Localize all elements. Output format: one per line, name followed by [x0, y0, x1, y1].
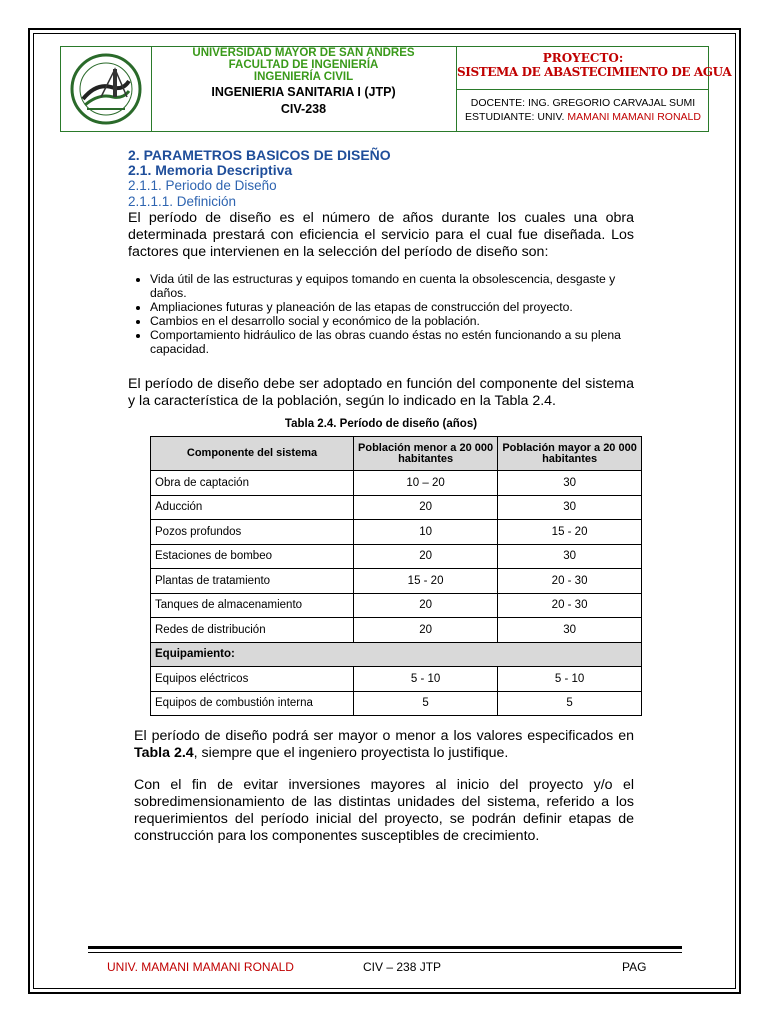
table-row [151, 593, 642, 618]
main-content [128, 147, 637, 845]
table-cell: 20 - 30 [498, 593, 642, 618]
university-name: UNIVERSIDAD MAYOR DE SAN ANDRES [192, 47, 415, 59]
table-section-row [151, 642, 642, 667]
subsection-heading: 2.1. Memoria Descriptiva [128, 162, 293, 178]
table-header-cell: Componente del sistema [151, 437, 354, 471]
footer-author: UNIV. MAMANI MAMANI RONALD [107, 960, 294, 974]
table-cell: Plantas de tratamiento [151, 569, 354, 594]
stages-paragraph: Con el fin de evitar inversiones mayores al inicio del proyecto y/o el sobredimensionamiento de las distintas unidades del sistema, referido a los requerimientos del período inicial del proyecto, se podrán definir etapas de construcción para los componentes susceptibles de crecimiento. [134, 777, 634, 844]
table-row [151, 520, 642, 545]
university-logo [61, 47, 152, 131]
table-cell: 20 [354, 544, 498, 569]
footer-rule-thin [88, 952, 682, 953]
footer-page: PAG [622, 960, 647, 974]
design-period-table [150, 436, 642, 716]
header-institution [151, 47, 457, 131]
table-cell: 10 [354, 520, 498, 545]
table-cell: 5 - 10 [354, 667, 498, 692]
table-cell: Redes de distribución [151, 618, 354, 643]
table-cell: 30 [498, 618, 642, 643]
table-header-cell: Población menor a 20 000 habitantes [354, 437, 498, 471]
factor-list [128, 272, 634, 356]
page-header [60, 46, 732, 132]
table-row [151, 569, 642, 594]
list-item: • Comportamiento hidráulico de las obras cuando éstas no estén funcionando a su plena capacidad. [150, 328, 634, 356]
table-row [151, 691, 642, 716]
student-line [457, 110, 709, 124]
subsubsection-heading: 2.1.1. Periodo de Diseño [128, 178, 277, 193]
table-cell: Equipos eléctricos [151, 667, 354, 692]
table-cell: Equipos de combustión interna [151, 691, 354, 716]
table-cell: 15 - 20 [498, 520, 642, 545]
definition-heading: 2.1.1.1. Definición [128, 194, 237, 209]
teacher-label: DOCENTE: ING. GREGORIO CARVAJAL SUMI [470, 97, 696, 109]
intro-paragraph: El período de diseño es el número de años durante los cuales una obra determinada prestará con eficiencia el servicio para el cual fue diseñada. Los factores que intervienen en la selección del período de diseño son: [128, 210, 634, 260]
table-cell: 30 [498, 495, 642, 520]
faculty-name: FACULTAD DE INGENIERÍA [228, 59, 379, 71]
table-cell: 5 [354, 691, 498, 716]
header-project [457, 47, 732, 131]
table-reference-paragraph: El período de diseño debe ser adoptado en función del componente del sistema y la característica de la población, según lo indicado en la Tabla 2.4. [128, 376, 634, 409]
footer-rule-thick [88, 946, 682, 949]
table-cell: Pozos profundos [151, 520, 354, 545]
project-name: SISTEMA DE ABASTECIMIENTO DE AGUA [457, 65, 732, 79]
student-label: ESTUDIANTE: UNIV. [465, 111, 565, 123]
list-item: • Cambios en el desarrollo social y económico de la población. [150, 314, 634, 328]
table-header-row [151, 437, 642, 471]
footer-course: CIV – 238 JTP [363, 960, 442, 974]
table-cell: 20 [354, 593, 498, 618]
table-cell: 10 – 20 [354, 471, 498, 496]
table-cell: Aducción [151, 495, 354, 520]
list-item: • Ampliaciones futuras y planeación de las etapas de construcción del proyecto. [150, 300, 634, 314]
table-cell: 30 [498, 544, 642, 569]
section-heading: 2. PARAMETROS BASICOS DE DISEÑO [128, 147, 391, 163]
table-cell: Obra de captación [151, 471, 354, 496]
table-cell: 15 - 20 [354, 569, 498, 594]
table-header-cell: Población mayor a 20 000 habitantes [498, 437, 642, 471]
table-cell: 20 [354, 618, 498, 643]
course-name: INGENIERIA SANITARIA I (JTP) [211, 85, 396, 99]
table-row [151, 618, 642, 643]
table-link-text: Tabla 2.4 [134, 745, 194, 761]
justification-text: El período de diseño podrá ser mayor o menor a los valores especificados en [134, 728, 634, 744]
list-item: • Vida útil de las estructuras y equipos tomando en cuenta la obsolescencia, desgaste y daños. [150, 272, 634, 300]
table-row [151, 471, 642, 496]
table-row [151, 544, 642, 569]
table-cell: Estaciones de bombeo [151, 544, 354, 569]
table-row [151, 667, 642, 692]
department-name: INGENIERÍA CIVIL [253, 71, 354, 83]
justification-text-end: , siempre que el ingeniero proyectista lo justifique. [193, 745, 509, 761]
course-code: CIV-238 [280, 102, 327, 116]
table-row [151, 495, 642, 520]
table-cell: 5 [498, 691, 642, 716]
project-label: PROYECTO: [542, 51, 624, 65]
table-cell: 20 - 30 [498, 569, 642, 594]
justification-paragraph [128, 728, 634, 762]
table-caption: Tabla 2.4. Período de diseño (años) [284, 418, 478, 430]
table-section-cell: Equipamiento: [151, 642, 642, 667]
table-cell: 30 [498, 471, 642, 496]
table-cell: 5 - 10 [498, 667, 642, 692]
table-cell: Tanques de almacenamiento [151, 593, 354, 618]
student-name: MAMANI MAMANI RONALD [567, 111, 701, 123]
table-cell: 20 [354, 495, 498, 520]
